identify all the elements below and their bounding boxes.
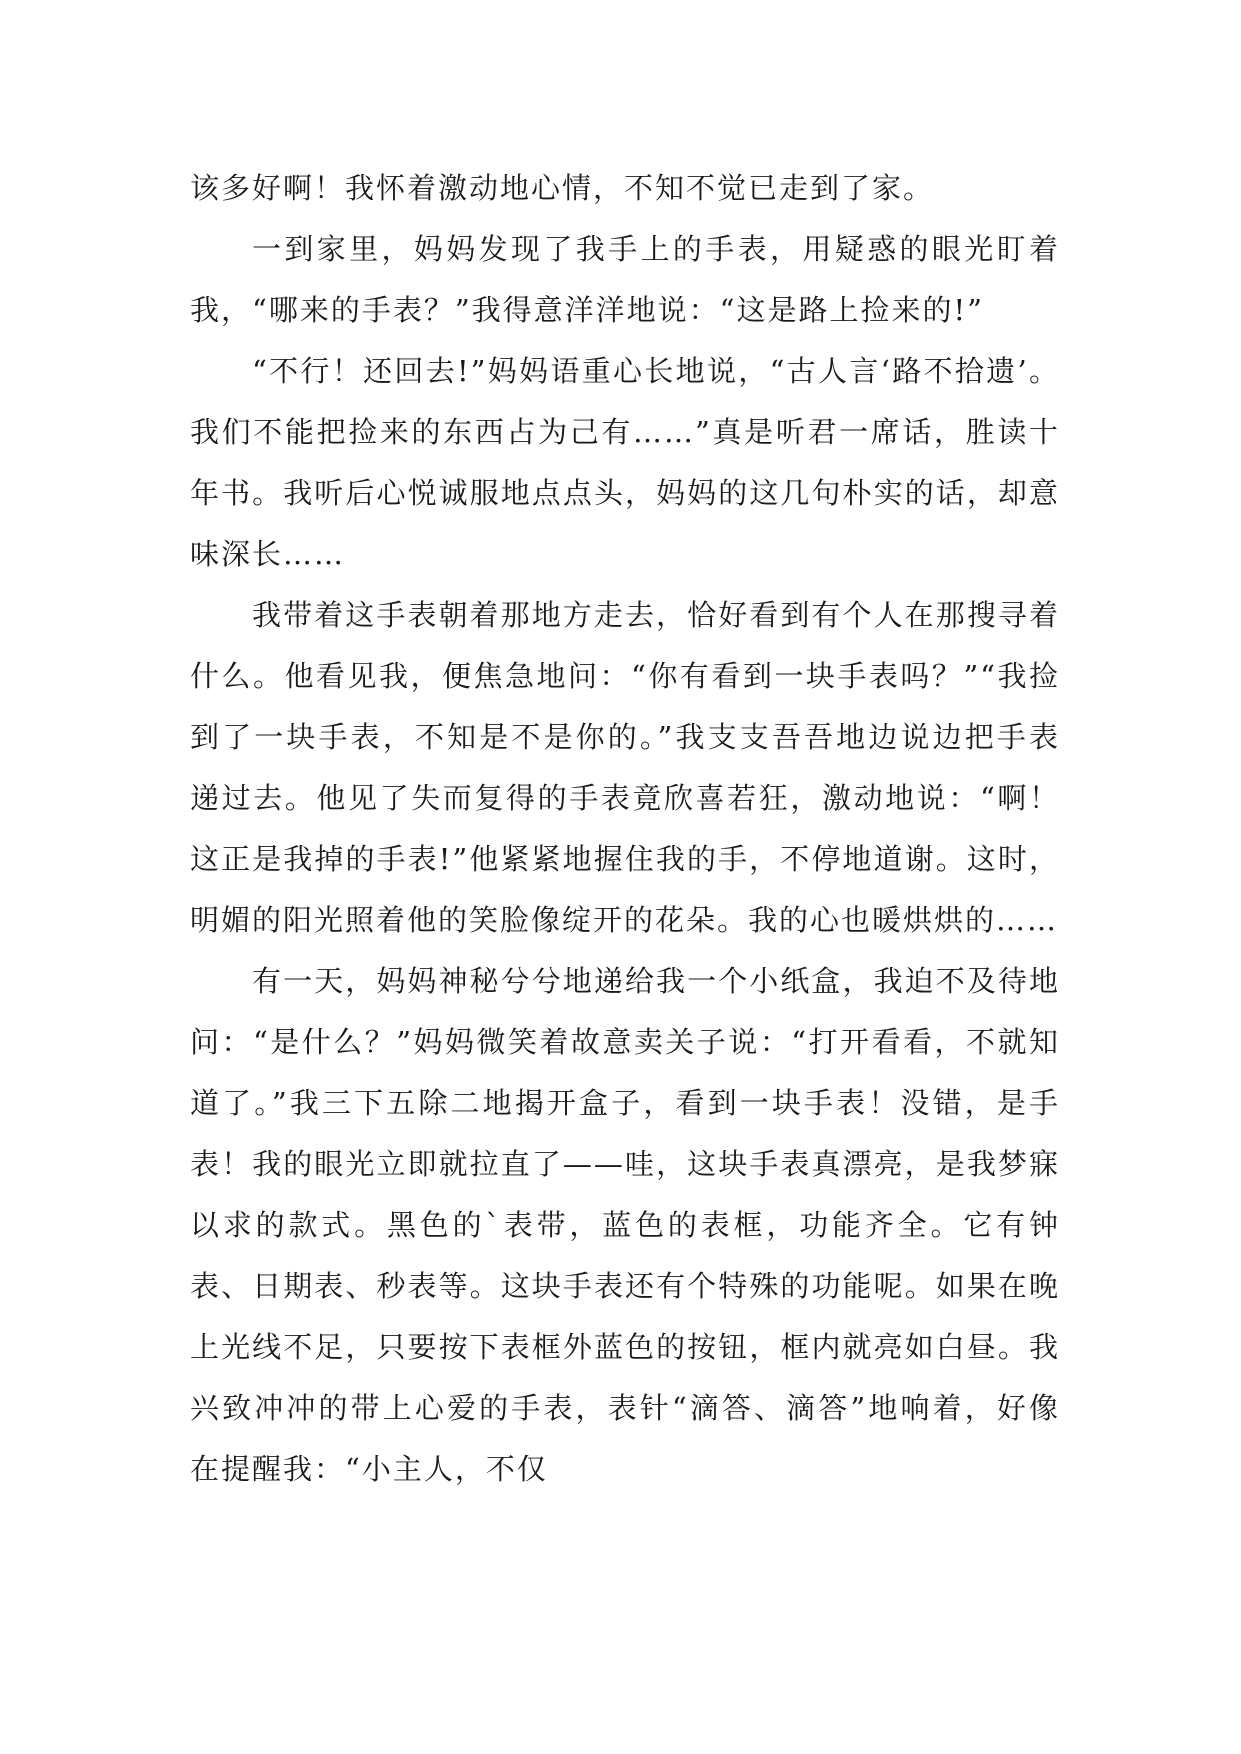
paragraph-5: 有一天，妈妈神秘兮兮地递给我一个小纸盒，我迫不及待地问：“是什么？”妈妈微笑着故意卖关子说：“打开看看，不就知道了。”我三下五除二地揭开盒子，看到一块手表！没错，是手表！我的眼光立即就拉直了——哇，这块手表真漂亮，是我梦寐以求的款式。黑色的`表带，蓝色的表框，功能齐全。它有钟表、日期表、秒表等。这块手表还有个特殊的功能呢。如果在晚上光线不足，只要按下表框外蓝色的按钮，框内就亮如白昼。我兴致冲冲的带上心爱的手表，表针“滴答、滴答”地响着，好像在提醒我：“小主人，不仅 [190, 964, 1060, 1486]
paragraph-4: 我带着这手表朝着那地方走去，恰好看到有个人在那搜寻着什么。他看见我，便焦急地问：“你有看到一块手表吗？”“我捡到了一块手表，不知是不是你的。”我支支吾吾地边说边把手表递过去。他见了失而复得的手表竟欣喜若狂，激动地说：“啊！这正是我掉的手表!”他紧紧地握住我的手，不停地道谢。这时，明媚的阳光照着他的笑脸像绽开的花朵。我的心也暖烘烘的…… [190, 598, 1060, 937]
document-body [190, 158, 1060, 1500]
paragraph-1: 该多好啊！我怀着激动地心情，不知不觉已走到了家。 [190, 171, 935, 205]
paragraph-3: “不行！还回去!”妈妈语重心长地说，“古人言‘路不拾遗’。我们不能把捡来的东西占为己有……”真是听君一席话，胜读十年书。我听后心悦诚服地点点头，妈妈的这几句朴实的话，却意味深长…… [190, 354, 1060, 571]
paragraph-2: 一到家里，妈妈发现了我手上的手表，用疑惑的眼光盯着我，“哪来的手表？”我得意洋洋地说：“这是路上捡来的!” [190, 232, 1060, 327]
